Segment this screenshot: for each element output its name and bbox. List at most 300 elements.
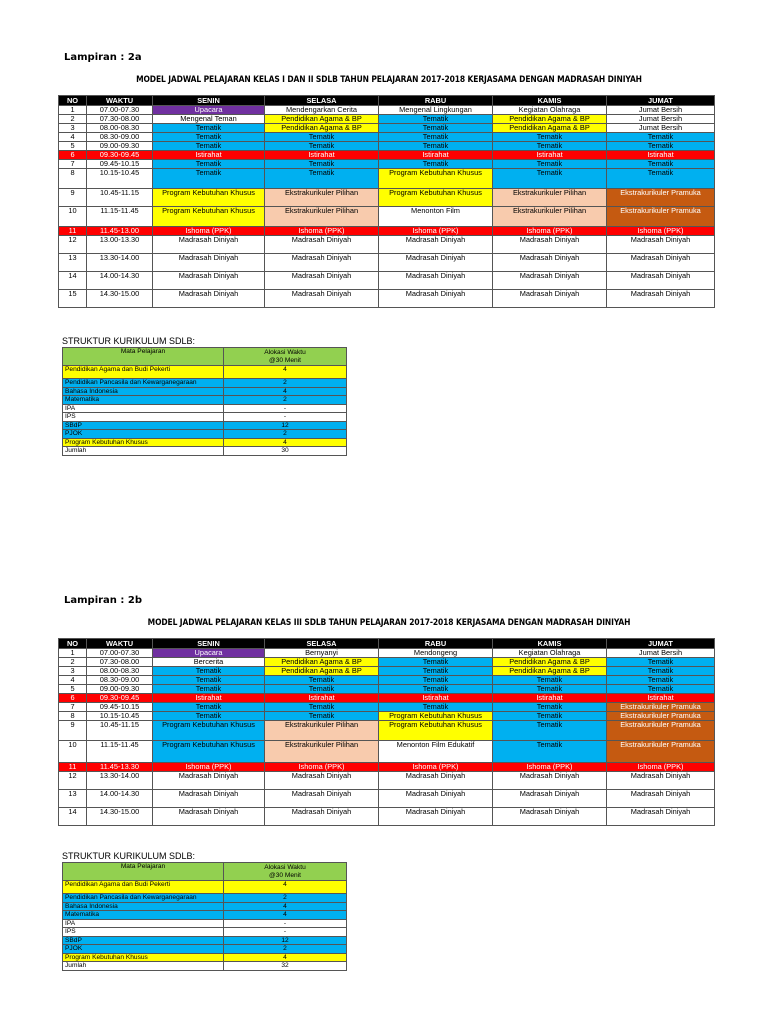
schedule-cell-kamis: Tematik: [493, 712, 607, 721]
schedule-cell-kamis: Tematik: [493, 160, 607, 169]
schedule-cell-selasa: Tematik: [265, 160, 379, 169]
row-time: 10.45-11.15: [87, 189, 153, 207]
alokasi-waktu-cell: 4: [224, 881, 347, 894]
row-time: 09.45-10.15: [87, 703, 153, 712]
schedule-cell-jumat: Madrasah Diniyah: [607, 772, 715, 790]
schedule-cell-jumat: Ishoma (PPK): [607, 227, 715, 236]
table-row: [59, 227, 715, 236]
alokasi-waktu-cell: 12: [224, 936, 347, 945]
schedule-cell-senin: Madrasah Diniyah: [153, 236, 265, 254]
kurikulum-row: [63, 894, 347, 903]
row-time: 11.45-13.30: [87, 763, 153, 772]
row-time: 07.00-07.30: [87, 649, 153, 658]
table-row: [59, 133, 715, 142]
kurikulum-table-2a: [62, 347, 347, 456]
schedule-cell-kamis: Pendidikan Agama & BP: [493, 124, 607, 133]
schedule-cell-kamis: Madrasah Diniyah: [493, 290, 607, 308]
header-rabu: RABU: [379, 96, 493, 106]
alokasi-waktu-cell: 32: [224, 962, 347, 971]
struktur-kurikulum-2a-title: STRUKTUR KURIKULUM SDLB:: [62, 336, 196, 346]
schedule-cell-senin: Tematik: [153, 142, 265, 151]
schedule-cell-rabu: Tematik: [379, 703, 493, 712]
schedule-cell-senin: Madrasah Diniyah: [153, 772, 265, 790]
schedule-cell-rabu: Madrasah Diniyah: [379, 272, 493, 290]
schedule-cell-senin: Tematik: [153, 712, 265, 721]
row-number: 3: [59, 124, 87, 133]
schedule-cell-selasa: Mendengarkan Cerita: [265, 106, 379, 115]
mata-pelajaran-cell: Pendidikan Agama dan Budi Pekerti: [63, 366, 224, 379]
row-number: 13: [59, 254, 87, 272]
table-row: [59, 658, 715, 667]
schedule-cell-jumat: Ekstrakurikuler Pramuka: [607, 703, 715, 712]
schedule-cell-selasa: Tematik: [265, 676, 379, 685]
schedule-cell-jumat: Jumat Bersih: [607, 124, 715, 133]
schedule-cell-jumat: Ekstrakurikuler Pramuka: [607, 712, 715, 721]
schedule-cell-kamis: Istirahat: [493, 694, 607, 703]
row-time: 11.45-13.00: [87, 227, 153, 236]
header-kamis: KAMIS: [493, 639, 607, 649]
row-number: 2: [59, 658, 87, 667]
row-number: 11: [59, 763, 87, 772]
schedule-cell-rabu: Program Kebutuhan Khusus: [379, 712, 493, 721]
schedule-cell-selasa: Tematik: [265, 712, 379, 721]
schedule-cell-selasa: Madrasah Diniyah: [265, 772, 379, 790]
mata-pelajaran-cell: SBdP: [63, 421, 224, 430]
mata-pelajaran-cell: Matematika: [63, 911, 224, 920]
schedule-cell-kamis: Tematik: [493, 676, 607, 685]
mata-pelajaran-cell: Jumlah: [63, 962, 224, 971]
kurikulum-row: [63, 928, 347, 937]
schedule-cell-kamis: Tematik: [493, 169, 607, 189]
schedule-cell-senin: Program Kebutuhan Khusus: [153, 189, 265, 207]
schedule-cell-jumat: Madrasah Diniyah: [607, 236, 715, 254]
schedule-cell-senin: Mengenal Teman: [153, 115, 265, 124]
kurikulum-row: [63, 421, 347, 430]
row-number: 12: [59, 236, 87, 254]
row-time: 14.30-15.00: [87, 290, 153, 308]
schedule-cell-rabu: Tematik: [379, 658, 493, 667]
table-row: [59, 236, 715, 254]
schedule-cell-senin: Tematik: [153, 667, 265, 676]
row-time: 09.30-09.45: [87, 694, 153, 703]
alokasi-waktu-cell: 2: [224, 945, 347, 954]
schedule-cell-rabu: Program Kebutuhan Khusus: [379, 189, 493, 207]
schedule-cell-kamis: Tematik: [493, 685, 607, 694]
schedule-cell-rabu: Tematik: [379, 124, 493, 133]
alokasi-waktu-cell: -: [224, 413, 347, 422]
alokasi-waktu-cell: 4: [224, 902, 347, 911]
mata-pelajaran-cell: PJOK: [63, 945, 224, 954]
struktur-kurikulum-2b-title: STRUKTUR KURIKULUM SDLB:: [62, 851, 196, 861]
mata-pelajaran-cell: Jumlah: [63, 447, 224, 456]
row-time: 11.15-11.45: [87, 207, 153, 227]
schedule-cell-senin: Istirahat: [153, 694, 265, 703]
schedule-cell-senin: Ishoma (PPK): [153, 227, 265, 236]
table-row: [59, 124, 715, 133]
schedule-cell-kamis: Madrasah Diniyah: [493, 254, 607, 272]
schedule-cell-selasa: Madrasah Diniyah: [265, 290, 379, 308]
mata-pelajaran-cell: SBdP: [63, 936, 224, 945]
schedule-cell-selasa: Tematik: [265, 142, 379, 151]
row-time: 13.00-13.30: [87, 236, 153, 254]
header-alokasi-waktu: Alokasi Waktu @30 Menit: [224, 348, 347, 366]
header-kamis: KAMIS: [493, 96, 607, 106]
kurikulum-row: [63, 447, 347, 456]
schedule-cell-rabu: Mengenal Lingkungan: [379, 106, 493, 115]
alokasi-waktu-cell: 4: [224, 387, 347, 396]
kurikulum-row: [63, 911, 347, 920]
schedule-cell-selasa: Ishoma (PPK): [265, 763, 379, 772]
schedule-cell-rabu: Program Kebutuhan Khusus: [379, 721, 493, 741]
schedule-cell-kamis: Pendidikan Agama & BP: [493, 658, 607, 667]
row-number: 13: [59, 790, 87, 808]
schedule-cell-selasa: Ekstrakurikuler Pilihan: [265, 207, 379, 227]
table-row: [59, 151, 715, 160]
mata-pelajaran-cell: IPS: [63, 928, 224, 937]
row-number: 14: [59, 808, 87, 826]
table-row: [59, 106, 715, 115]
header-selasa: SELASA: [265, 639, 379, 649]
schedule-cell-kamis: Kegiatan Olahraga: [493, 649, 607, 658]
alokasi-waktu-cell: 2: [224, 894, 347, 903]
schedule-cell-kamis: Madrasah Diniyah: [493, 272, 607, 290]
kurikulum-row: [63, 953, 347, 962]
row-time: 09.45-10.15: [87, 160, 153, 169]
schedule-cell-kamis: Tematik: [493, 133, 607, 142]
table-row: [59, 115, 715, 124]
schedule-cell-rabu: Tematik: [379, 676, 493, 685]
schedule-cell-jumat: Tematik: [607, 685, 715, 694]
row-number: 7: [59, 703, 87, 712]
header-senin: SENIN: [153, 639, 265, 649]
schedule-cell-jumat: Madrasah Diniyah: [607, 290, 715, 308]
schedule-cell-rabu: Ishoma (PPK): [379, 227, 493, 236]
schedule-cell-rabu: Tematik: [379, 133, 493, 142]
schedule-cell-rabu: Tematik: [379, 685, 493, 694]
schedule-table-2a: [58, 95, 715, 308]
alokasi-waktu-cell: 12: [224, 421, 347, 430]
schedule-cell-selasa: Tematik: [265, 133, 379, 142]
kurikulum-row: [63, 919, 347, 928]
schedule-cell-senin: Tematik: [153, 685, 265, 694]
row-number: 6: [59, 694, 87, 703]
kurikulum-header-row: [63, 863, 347, 881]
table-row: [59, 712, 715, 721]
lampiran-2b-label: Lampiran : 2b: [64, 595, 143, 606]
schedule-cell-jumat: Tematik: [607, 160, 715, 169]
schedule-2b-title: MODEL JADWAL PELAJARAN KELAS III SDLB TAHUN PELAJARAN 2017-2018 KERJASAMA DENGAN MADRASAH DINIYAH: [147, 617, 631, 627]
schedule-cell-kamis: Madrasah Diniyah: [493, 790, 607, 808]
mata-pelajaran-cell: Pendidikan Pancasila dan Kewarganegaraan: [63, 894, 224, 903]
row-time: 07.30-08.00: [87, 658, 153, 667]
schedule-cell-jumat: Istirahat: [607, 694, 715, 703]
schedule-cell-jumat: Ekstrakurikuler Pramuka: [607, 741, 715, 763]
schedule-cell-rabu: Madrasah Diniyah: [379, 790, 493, 808]
alokasi-waktu-cell: 2: [224, 379, 347, 388]
schedule-cell-jumat: Madrasah Diniyah: [607, 808, 715, 826]
mata-pelajaran-cell: IPA: [63, 919, 224, 928]
row-number: 5: [59, 142, 87, 151]
row-number: 9: [59, 721, 87, 741]
schedule-2a-title: MODEL JADWAL PELAJARAN KELAS I DAN II SDLB TAHUN PELAJARAN 2017-2018 KERJASAMA DENGAN MADRASAH DINIYAH: [136, 74, 642, 84]
table-row: [59, 207, 715, 227]
header-mata-pelajaran: Mata Pelajaran: [63, 863, 224, 881]
schedule-cell-jumat: Ekstrakurikuler Pramuka: [607, 189, 715, 207]
kurikulum-row: [63, 413, 347, 422]
row-number: 10: [59, 207, 87, 227]
schedule-cell-rabu: Madrasah Diniyah: [379, 808, 493, 826]
row-number: 10: [59, 741, 87, 763]
schedule-cell-jumat: Madrasah Diniyah: [607, 790, 715, 808]
schedule-cell-jumat: Madrasah Diniyah: [607, 272, 715, 290]
row-time: 10.15-10.45: [87, 169, 153, 189]
schedule-cell-senin: Madrasah Diniyah: [153, 290, 265, 308]
schedule-cell-senin: Tematik: [153, 133, 265, 142]
schedule-cell-rabu: Menonton Film: [379, 207, 493, 227]
schedule-cell-jumat: Istirahat: [607, 151, 715, 160]
row-number: 7: [59, 160, 87, 169]
schedule-cell-senin: Istirahat: [153, 151, 265, 160]
mata-pelajaran-cell: Program Kebutuhan Khusus: [63, 438, 224, 447]
mata-pelajaran-cell: Pendidikan Pancasila dan Kewarganegaraan: [63, 379, 224, 388]
kurikulum-row: [63, 404, 347, 413]
schedule-cell-rabu: Madrasah Diniyah: [379, 772, 493, 790]
alokasi-waktu-cell: 2: [224, 430, 347, 439]
schedule-cell-selasa: Bernyanyi: [265, 649, 379, 658]
schedule-cell-selasa: Istirahat: [265, 694, 379, 703]
schedule-cell-senin: Madrasah Diniyah: [153, 790, 265, 808]
row-time: 08.00-08.30: [87, 124, 153, 133]
schedule-cell-jumat: Tematik: [607, 142, 715, 151]
row-number: 6: [59, 151, 87, 160]
schedule-cell-selasa: Pendidikan Agama & BP: [265, 115, 379, 124]
row-number: 11: [59, 227, 87, 236]
schedule-cell-rabu: Tematik: [379, 667, 493, 676]
row-number: 4: [59, 133, 87, 142]
schedule-cell-jumat: Tematik: [607, 676, 715, 685]
row-number: 1: [59, 106, 87, 115]
kurikulum-row: [63, 945, 347, 954]
kurikulum-row: [63, 366, 347, 379]
row-number: 2: [59, 115, 87, 124]
alokasi-waktu-cell: 4: [224, 911, 347, 920]
alokasi-waktu-cell: 30: [224, 447, 347, 456]
schedule-cell-senin: Madrasah Diniyah: [153, 808, 265, 826]
schedule-cell-jumat: Tematik: [607, 169, 715, 189]
row-number: 8: [59, 169, 87, 189]
mata-pelajaran-cell: Program Kebutuhan Khusus: [63, 953, 224, 962]
table-row: [59, 694, 715, 703]
schedule-cell-rabu: Ishoma (PPK): [379, 763, 493, 772]
header-waktu: WAKTU: [87, 639, 153, 649]
mata-pelajaran-cell: IPA: [63, 404, 224, 413]
schedule-cell-selasa: Istirahat: [265, 151, 379, 160]
kurikulum-header-row: [63, 348, 347, 366]
table-row: [59, 142, 715, 151]
row-time: 09.00-09.30: [87, 142, 153, 151]
table-row: [59, 703, 715, 712]
table-row: [59, 685, 715, 694]
row-time: 09.30-09.45: [87, 151, 153, 160]
schedule-cell-kamis: Istirahat: [493, 151, 607, 160]
header-mata-pelajaran: Mata Pelajaran: [63, 348, 224, 366]
schedule-cell-jumat: Tematik: [607, 667, 715, 676]
schedule-cell-selasa: Ekstrakurikuler Pilihan: [265, 721, 379, 741]
row-time: 13.30-14.00: [87, 254, 153, 272]
schedule-cell-selasa: Pendidikan Agama & BP: [265, 124, 379, 133]
schedule-cell-senin: Madrasah Diniyah: [153, 272, 265, 290]
table-row: [59, 741, 715, 763]
table-row: [59, 272, 715, 290]
row-time: 07.00-07.30: [87, 106, 153, 115]
row-time: 11.15-11.45: [87, 741, 153, 763]
schedule-cell-senin: Tematik: [153, 703, 265, 712]
kurikulum-table-2b: [62, 862, 347, 971]
schedule-cell-rabu: Tematik: [379, 115, 493, 124]
schedule-cell-jumat: Madrasah Diniyah: [607, 254, 715, 272]
schedule-cell-kamis: Ishoma (PPK): [493, 763, 607, 772]
header-jumat: JUMAT: [607, 96, 715, 106]
table-row: [59, 808, 715, 826]
schedule-cell-senin: Madrasah Diniyah: [153, 254, 265, 272]
table-row: [59, 790, 715, 808]
schedule-cell-senin: Tematik: [153, 676, 265, 685]
alokasi-waktu-cell: -: [224, 404, 347, 413]
schedule-cell-jumat: Jumat Bersih: [607, 649, 715, 658]
schedule-cell-rabu: Mendongeng: [379, 649, 493, 658]
row-time: 07.30-08.00: [87, 115, 153, 124]
schedule-cell-kamis: Ekstrakurikuler Pilihan: [493, 189, 607, 207]
alokasi-waktu-cell: 4: [224, 366, 347, 379]
schedule-cell-selasa: Madrasah Diniyah: [265, 236, 379, 254]
row-time: 13.30-14.00: [87, 772, 153, 790]
schedule-cell-rabu: Menonton Film Edukatif: [379, 741, 493, 763]
alokasi-waktu-cell: 4: [224, 438, 347, 447]
row-number: 12: [59, 772, 87, 790]
kurikulum-row: [63, 936, 347, 945]
schedule-cell-kamis: Tematik: [493, 721, 607, 741]
schedule-cell-kamis: Tematik: [493, 703, 607, 712]
table-row: [59, 676, 715, 685]
schedule-cell-kamis: Tematik: [493, 142, 607, 151]
schedule-cell-senin: Upacara: [153, 106, 265, 115]
mata-pelajaran-cell: IPS: [63, 413, 224, 422]
kurikulum-row: [63, 438, 347, 447]
schedule-cell-senin: Program Kebutuhan Khusus: [153, 741, 265, 763]
mata-pelajaran-cell: PJOK: [63, 430, 224, 439]
schedule-cell-kamis: Madrasah Diniyah: [493, 236, 607, 254]
schedule-cell-rabu: Tematik: [379, 142, 493, 151]
schedule-cell-kamis: Tematik: [493, 741, 607, 763]
schedule-cell-senin: Tematik: [153, 169, 265, 189]
mata-pelajaran-cell: Matematika: [63, 396, 224, 405]
schedule-header-row: [59, 96, 715, 106]
kurikulum-row: [63, 881, 347, 894]
row-number: 1: [59, 649, 87, 658]
table-row: [59, 721, 715, 741]
schedule-cell-jumat: Ekstrakurikuler Pramuka: [607, 721, 715, 741]
schedule-cell-rabu: Madrasah Diniyah: [379, 290, 493, 308]
schedule-cell-selasa: Ekstrakurikuler Pilihan: [265, 741, 379, 763]
schedule-cell-rabu: Madrasah Diniyah: [379, 254, 493, 272]
table-row: [59, 254, 715, 272]
schedule-header-row: [59, 639, 715, 649]
schedule-cell-rabu: Madrasah Diniyah: [379, 236, 493, 254]
table-row: [59, 763, 715, 772]
row-number: 14: [59, 272, 87, 290]
schedule-cell-senin: Tematik: [153, 160, 265, 169]
table-row: [59, 189, 715, 207]
header-senin: SENIN: [153, 96, 265, 106]
schedule-cell-selasa: Madrasah Diniyah: [265, 254, 379, 272]
schedule-cell-jumat: Tematik: [607, 658, 715, 667]
schedule-cell-senin: Bercerita: [153, 658, 265, 667]
mata-pelajaran-cell: Bahasa Indonesia: [63, 387, 224, 396]
schedule-cell-kamis: Pendidikan Agama & BP: [493, 667, 607, 676]
mata-pelajaran-cell: Pendidikan Agama dan Budi Pekerti: [63, 881, 224, 894]
table-row: [59, 667, 715, 676]
schedule-cell-kamis: Madrasah Diniyah: [493, 808, 607, 826]
table-row: [59, 290, 715, 308]
kurikulum-row: [63, 379, 347, 388]
schedule-cell-jumat: Jumat Bersih: [607, 115, 715, 124]
schedule-cell-rabu: Tematik: [379, 160, 493, 169]
alokasi-waktu-cell: 2: [224, 396, 347, 405]
schedule-cell-selasa: Tematik: [265, 703, 379, 712]
kurikulum-row: [63, 902, 347, 911]
header-alokasi-waktu: Alokasi Waktu @30 Menit: [224, 863, 347, 881]
header-waktu: WAKTU: [87, 96, 153, 106]
schedule-cell-rabu: Istirahat: [379, 151, 493, 160]
schedule-cell-senin: Upacara: [153, 649, 265, 658]
alokasi-waktu-cell: -: [224, 919, 347, 928]
schedule-cell-rabu: Istirahat: [379, 694, 493, 703]
header-selasa: SELASA: [265, 96, 379, 106]
row-time: 14.00-14.30: [87, 272, 153, 290]
schedule-cell-kamis: Madrasah Diniyah: [493, 772, 607, 790]
schedule-cell-selasa: Madrasah Diniyah: [265, 790, 379, 808]
schedule-cell-senin: Tematik: [153, 124, 265, 133]
mata-pelajaran-cell: Bahasa Indonesia: [63, 902, 224, 911]
schedule-cell-kamis: Ishoma (PPK): [493, 227, 607, 236]
schedule-cell-senin: Program Kebutuhan Khusus: [153, 207, 265, 227]
row-time: 14.30-15.00: [87, 808, 153, 826]
row-number: 5: [59, 685, 87, 694]
row-time: 09.00-09.30: [87, 685, 153, 694]
kurikulum-row: [63, 387, 347, 396]
schedule-cell-selasa: Ekstrakurikuler Pilihan: [265, 189, 379, 207]
row-time: 10.45-11.15: [87, 721, 153, 741]
table-row: [59, 772, 715, 790]
row-number: 3: [59, 667, 87, 676]
row-time: 08.30-09.00: [87, 676, 153, 685]
schedule-cell-senin: Program Kebutuhan Khusus: [153, 721, 265, 741]
schedule-cell-jumat: Ishoma (PPK): [607, 763, 715, 772]
schedule-cell-selasa: Ishoma (PPK): [265, 227, 379, 236]
schedule-cell-senin: Ishoma (PPK): [153, 763, 265, 772]
header-no: NO: [59, 639, 87, 649]
header-no: NO: [59, 96, 87, 106]
row-number: 9: [59, 189, 87, 207]
row-time: 08.30-09.00: [87, 133, 153, 142]
kurikulum-row: [63, 962, 347, 971]
schedule-cell-selasa: Madrasah Diniyah: [265, 272, 379, 290]
schedule-cell-jumat: Jumat Bersih: [607, 106, 715, 115]
schedule-cell-kamis: Kegiatan Olahraga: [493, 106, 607, 115]
schedule-cell-jumat: Ekstrakurikuler Pramuka: [607, 207, 715, 227]
schedule-cell-rabu: Program Kebutuhan Khusus: [379, 169, 493, 189]
schedule-table-2b: [58, 638, 715, 826]
